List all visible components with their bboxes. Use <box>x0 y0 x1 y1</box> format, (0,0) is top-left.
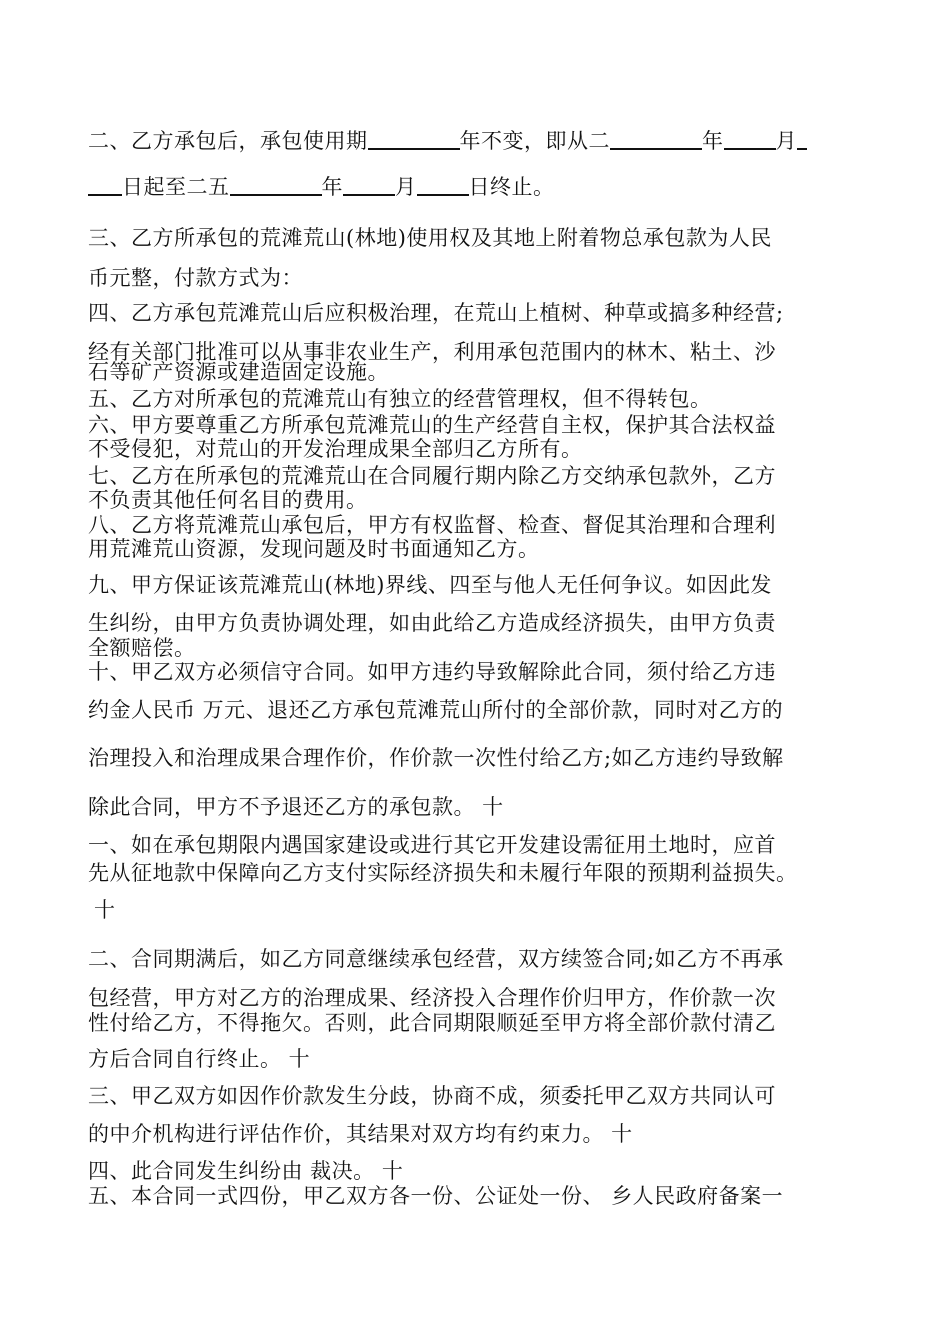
clause-8-line-2: 用荒滩荒山资源，发现问题及时书面通知乙方。 <box>88 537 540 561</box>
clause-6-line-2: 不受侵犯，对荒山的开发治理成果全部归乙方所有。 <box>88 437 583 461</box>
text-segment: 月 <box>395 175 417 199</box>
clause-10-line-1: 十、甲乙双方必须信守合同。如甲方违约导致解除此合同，须付给乙方违 <box>88 660 776 684</box>
fill-blank-start-day <box>797 128 807 150</box>
clause-9-line-2: 生纠纷，由甲方负责协调处理，如由此给乙方造成经济损失，由甲方负责 <box>88 611 776 635</box>
clause-4-line-3: 石等矿产资源或建造固定设施。 <box>88 360 389 384</box>
clause-5-line-1: 五、乙方对所承包的荒滩荒山有独立的经营管理权，但不得转包。 <box>88 387 712 411</box>
clause-12-line-1: 二、合同期满后，如乙方同意继续承包经营，双方续签合同;如乙方不再承 <box>88 947 784 971</box>
fill-blank-start-month <box>724 128 776 150</box>
clause-10-line-4: 除此合同，甲方不予退还乙方的承包款。 十 <box>88 795 504 819</box>
text-segment: 年 <box>321 175 343 199</box>
clause-12-line-4: 方后合同自行终止。 十 <box>88 1047 311 1071</box>
fill-blank-years <box>368 128 460 150</box>
clause-2-line-1 <box>88 128 807 154</box>
text-segment: 月 <box>775 129 797 153</box>
fill-blank-end-month <box>343 174 395 196</box>
clause-13-line-1: 三、甲乙双方如因作价款发生分歧，协商不成，须委托甲乙双方共同认可 <box>88 1084 776 1108</box>
clause-12-line-2: 包经营，甲方对乙方的治理成果、经济投入合理作价归甲方，作价款一次 <box>88 986 776 1010</box>
clause-11-line-2: 先从征地款中保障向乙方支付实际经济损失和未履行年限的预期利益损失。 <box>88 861 798 885</box>
clause-7-line-1: 七、乙方在所承包的荒滩荒山在合同履行期内除乙方交纳承包款外，乙方 <box>88 464 776 488</box>
clause-10-line-2: 约金人民币 万元、退还乙方承包荒滩荒山所付的全部价款，同时对乙方的 <box>88 698 784 722</box>
text-segment: 日终止。 <box>468 175 555 199</box>
fill-blank-start-year <box>610 128 702 150</box>
fill-blank-end-year <box>230 174 322 196</box>
clause-8-line-1: 八、乙方将荒滩荒山承包后，甲方有权监督、检查、督促其治理和合理利 <box>88 513 776 537</box>
clause-2-line-2 <box>88 174 555 200</box>
clause-10-line-3: 治理投入和治理成果合理作价，作价款一次性付给乙方;如乙方违约导致解 <box>88 746 784 770</box>
clause-9-line-1: 九、甲方保证该荒滩荒山(林地)界线、四至与他人无任何争议。如因此发 <box>88 573 772 597</box>
clause-15-line-1: 五、本合同一式四份，甲乙双方各一份、公证处一份、 乡人民政府备案一 <box>88 1184 784 1208</box>
clause-11-line-3: 十 <box>94 898 116 922</box>
clause-3-line-1: 三、乙方所承包的荒滩荒山(林地)使用权及其地上附着物总承包款为人民 <box>88 226 772 250</box>
clause-14-line-1: 四、此合同发生纠纷由 裁决。 十 <box>88 1159 404 1183</box>
clause-11-line-1: 一、如在承包期限内遇国家建设或进行其它开发建设需征用土地时，应首 <box>88 833 776 857</box>
text-segment: 年 <box>702 129 724 153</box>
clause-4-line-2: 经有关部门批准可以从事非农业生产，利用承包范围内的林木、粘土、沙 <box>88 340 776 364</box>
fill-blank-start-day-cont <box>88 174 122 196</box>
clause-6-line-1: 六、甲方要尊重乙方所承包荒滩荒山的生产经营自主权，保护其合法权益 <box>88 413 776 437</box>
clause-13-line-2: 的中介机构进行评估作价，其结果对双方均有约束力。 十 <box>88 1122 633 1146</box>
clause-7-line-2: 不负责其他任何名目的费用。 <box>88 488 368 512</box>
clause-4-line-1: 四、乙方承包荒滩荒山后应积极治理，在荒山上植树、种草或搞多种经营; <box>88 301 784 325</box>
text-segment: 二、乙方承包后，承包使用期 <box>88 129 368 153</box>
clause-3-line-2: 币元整，付款方式为： <box>88 266 303 290</box>
fill-blank-end-day <box>417 174 469 196</box>
clause-12-line-3: 性付给乙方，不得拖欠。否则，此合同期限顺延至甲方将全部价款付清乙 <box>88 1011 776 1035</box>
text-segment: 年不变，即从二 <box>459 129 610 153</box>
text-segment: 日起至二五 <box>122 175 230 199</box>
clause-9-line-3: 全额赔偿。 <box>88 636 196 660</box>
